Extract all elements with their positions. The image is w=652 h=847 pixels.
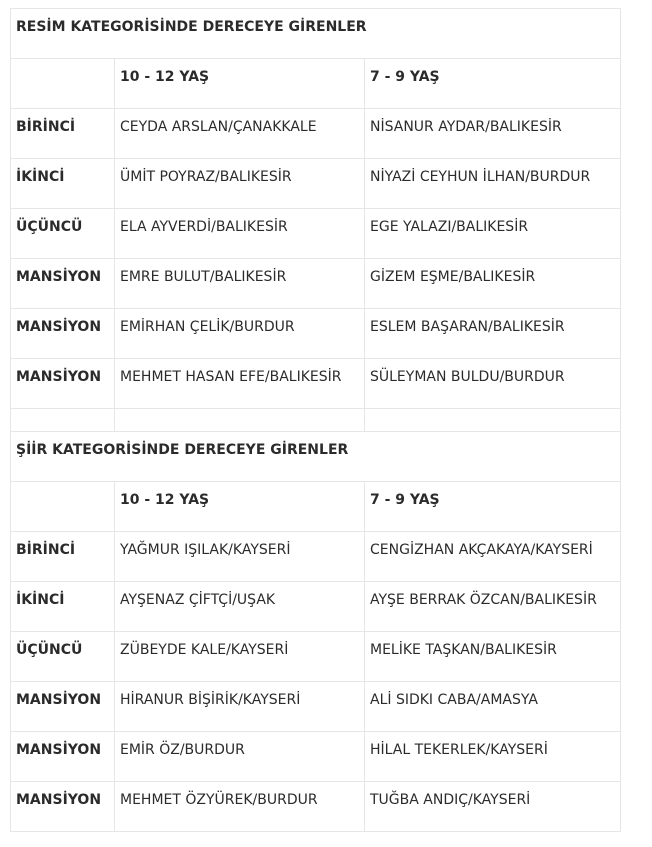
winner-cell-group2: AYŞE BERRAK ÖZCAN/BALIKESİR <box>365 582 621 632</box>
winner-cell-group1: ZÜBEYDE KALE/KAYSERİ <box>115 632 365 682</box>
table-row <box>11 159 621 209</box>
winner-cell-group1: MEHMET HASAN EFE/BALIKESİR <box>115 359 365 409</box>
rank-cell: BİRİNCİ <box>11 532 115 582</box>
rank-cell: MANSİYON <box>11 259 115 309</box>
rank-cell: MANSİYON <box>11 359 115 409</box>
winner-cell-group1: HİRANUR BİŞİRİK/KAYSERİ <box>115 682 365 732</box>
rank-cell: MANSİYON <box>11 682 115 732</box>
rank-cell: İKİNCİ <box>11 582 115 632</box>
table-row <box>11 259 621 309</box>
winner-cell-group1: EMİR ÖZ/BURDUR <box>115 732 365 782</box>
winner-cell-group2: EGE YALAZI/BALIKESİR <box>365 209 621 259</box>
section-title: ŞİİR KATEGORİSİNDE DERECEYE GİRENLER <box>11 432 621 482</box>
rank-cell: MANSİYON <box>11 309 115 359</box>
rank-cell: ÜÇÜNCÜ <box>11 632 115 682</box>
table-row <box>11 782 621 832</box>
rank-cell: İKİNCİ <box>11 159 115 209</box>
age-header-group1: 10 - 12 YAŞ <box>115 482 365 532</box>
table-row <box>11 109 621 159</box>
winner-cell-group1: ELA AYVERDİ/BALIKESİR <box>115 209 365 259</box>
age-header-group2: 7 - 9 YAŞ <box>365 59 621 109</box>
winner-cell-group1: ÜMİT POYRAZ/BALIKESİR <box>115 159 365 209</box>
rank-cell: MANSİYON <box>11 732 115 782</box>
section-title-row <box>11 9 621 59</box>
winner-cell-group2: MELİKE TAŞKAN/BALIKESİR <box>365 632 621 682</box>
winner-cell-group1: CEYDA ARSLAN/ÇANAKKALE <box>115 109 365 159</box>
age-header-row <box>11 482 621 532</box>
spacer-cell <box>365 409 621 432</box>
rank-cell: BİRİNCİ <box>11 109 115 159</box>
winner-cell-group2: NİYAZİ CEYHUN İLHAN/BURDUR <box>365 159 621 209</box>
winner-cell-group2: ALİ SIDKI CABA/AMASYA <box>365 682 621 732</box>
table-row <box>11 309 621 359</box>
spacer-cell <box>11 409 115 432</box>
age-header-empty <box>11 59 115 109</box>
section-title-row <box>11 432 621 482</box>
winner-cell-group2: TUĞBA ANDIÇ/KAYSERİ <box>365 782 621 832</box>
rank-cell: ÜÇÜNCÜ <box>11 209 115 259</box>
table-row <box>11 632 621 682</box>
age-header-row <box>11 59 621 109</box>
table-row <box>11 359 621 409</box>
winner-cell-group1: YAĞMUR IŞILAK/KAYSERİ <box>115 532 365 582</box>
winner-cell-group1: MEHMET ÖZYÜREK/BURDUR <box>115 782 365 832</box>
spacer-cell <box>115 409 365 432</box>
winner-cell-group1: AYŞENAZ ÇİFTÇİ/UŞAK <box>115 582 365 632</box>
table-row <box>11 732 621 782</box>
winner-cell-group2: ESLEM BAŞARAN/BALIKESİR <box>365 309 621 359</box>
winner-cell-group2: NİSANUR AYDAR/BALIKESİR <box>365 109 621 159</box>
winner-cell-group1: EMRE BULUT/BALIKESİR <box>115 259 365 309</box>
winner-cell-group2: SÜLEYMAN BULDU/BURDUR <box>365 359 621 409</box>
age-header-empty <box>11 482 115 532</box>
rank-cell: MANSİYON <box>11 782 115 832</box>
table-row <box>11 209 621 259</box>
age-header-group1: 10 - 12 YAŞ <box>115 59 365 109</box>
winner-cell-group2: HİLAL TEKERLEK/KAYSERİ <box>365 732 621 782</box>
winner-cell-group2: CENGİZHAN AKÇAKAYA/KAYSERİ <box>365 532 621 582</box>
age-header-group2: 7 - 9 YAŞ <box>365 482 621 532</box>
table-row <box>11 532 621 582</box>
spacer-row <box>11 409 621 432</box>
winner-cell-group2: GİZEM EŞME/BALIKESİR <box>365 259 621 309</box>
table-row <box>11 582 621 632</box>
table-row <box>11 682 621 732</box>
winner-cell-group1: EMİRHAN ÇELİK/BURDUR <box>115 309 365 359</box>
section-title: RESİM KATEGORİSİNDE DERECEYE GİRENLER <box>11 9 621 59</box>
results-table <box>10 8 621 832</box>
